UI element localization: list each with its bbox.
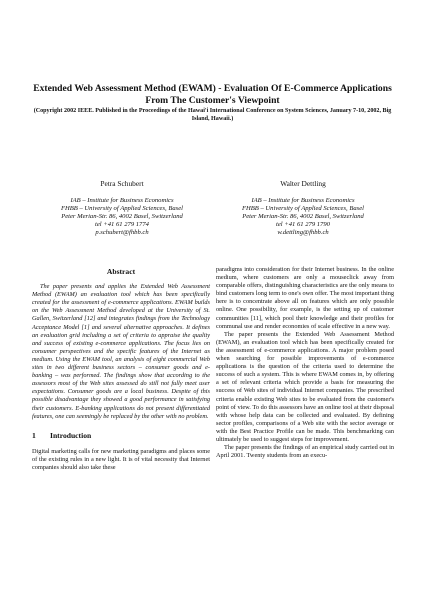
author-tel: tel +41 61 279 1790 [276, 221, 330, 229]
author-tel: tel +41 61 279 1774 [95, 221, 149, 229]
body-paragraph: The paper presents the findings of an empirical study carried out in April 2001. Twenty students from an execu- [216, 444, 394, 460]
author-email[interactable]: w.dettling@fhbb.ch [277, 229, 329, 237]
section-title: Introduction [50, 430, 92, 440]
title-block [30, 83, 395, 123]
body-paragraph: The paper presents the Extended Web Assessment Method (EWAM), an evaluation tool which has been specifically created for the assessment of e-commerce applications. A major problem posed when searching for possible improvements of e-commerce applications is the question of the criteria used to determine the success of such a system. This is where EWAM comes in, by offering a set of relevant criteria which provide a basis for measuring the success of Web sites of individual Internet companies. The prescribed criteria enable existing Web sites to be evaluated from the customer's point of view. To do this assessors have an online tool at their disposal with whose help data can be collected and evaluated. By defining sector profiles, comparisons of a Web site with the sector average or with the Best Practice Profile can be made. This benchmarking can ultimately be used to suggest steps for improvement. [216, 330, 394, 443]
abstract-heading: Abstract [106, 267, 136, 276]
section-heading-introduction [32, 432, 210, 440]
abstract-text: The paper presents and applies the Extended Web Assessment Method (EWAM) an evaluation tool which has been specifically created for the assessment of e-commerce applications. EWAM builds on the Web Assessment Method developed at the University of St. Gallen, Switzerland [12] and integrates findings from the Technology Acceptance Model [1] and several alternative approaches. It defines an evaluation grid including a set of criteria to appraise the quality and success of existing e-commerce applications. The focus lies on consumer perspectives and the specific features of the Internet as medium. Using the EWAM tool, an analysis of eight commercial Web sites in two different business sectors – consumer goods and e-banking – was performed. The findings show that according to the assessors most of the Web sites assessed do still not fully meet user expectations. Consumer goods are a local business. Despite of this possible disadvantage they showed a good performance in satisfying their customers. E-banking applications do not present differentiated features, one can seemingly be replaced by the other with no problem. [32, 283, 210, 420]
author-block-1 [32, 180, 212, 238]
paper-title: Extended Web Assessment Method (EWAM) - Evaluation Of E-Commerce Applications From The Customer's Viewpoint [33, 83, 392, 106]
section-number: 1 [32, 430, 36, 440]
author-affiliation: IAB – Institute for Business Economics [70, 197, 174, 205]
author-address: Peter Merian-Str. 86, 4002 Basel, Switzerland [242, 213, 364, 221]
author-name: Petra Schubert [100, 179, 144, 188]
introduction-paragraph: Digital marketing calls for new marketing paradigms and places some of the existing rules in a new light. It is of vital necessity that Internet companies should also take these [32, 447, 210, 471]
left-column [32, 268, 210, 472]
author-institution: FHBB – University of Applied Sciences, Basel [60, 205, 183, 213]
author-institution: FHBB – University of Applied Sciences, Basel [241, 205, 364, 213]
right-column [216, 266, 394, 460]
body-paragraph: paradigms into consideration for their Internet business. In the online medium, where customers are only a mouseclick away from comparable offers, distinguishing characteristics are the only means to bind customers long term to one's own offer. The most important thing here is to concentrate above all on features which are only possible online. One possibility, for example, is the setting up of customer communities [11], which pool their knowledge and their profiles for communal use and render economies of scale effective in a new way. [216, 266, 394, 330]
author-name: Walter Dettling [280, 179, 326, 188]
author-affiliation: IAB – Institute for Business Economics [251, 197, 355, 205]
author-address: Peter Merian-Str. 86, 4002 Basel, Switzerland [61, 213, 183, 221]
author-email[interactable]: p.schubert@fhbb.ch [95, 229, 149, 237]
copyright-notice: (Copyright 2002 IEEE. Published in the Proceedings of the Hawai'i International Conference on System Sciences, January 7-10, 2002, Big Island, Hawaii.) [33, 108, 392, 122]
author-block-2 [213, 180, 393, 238]
